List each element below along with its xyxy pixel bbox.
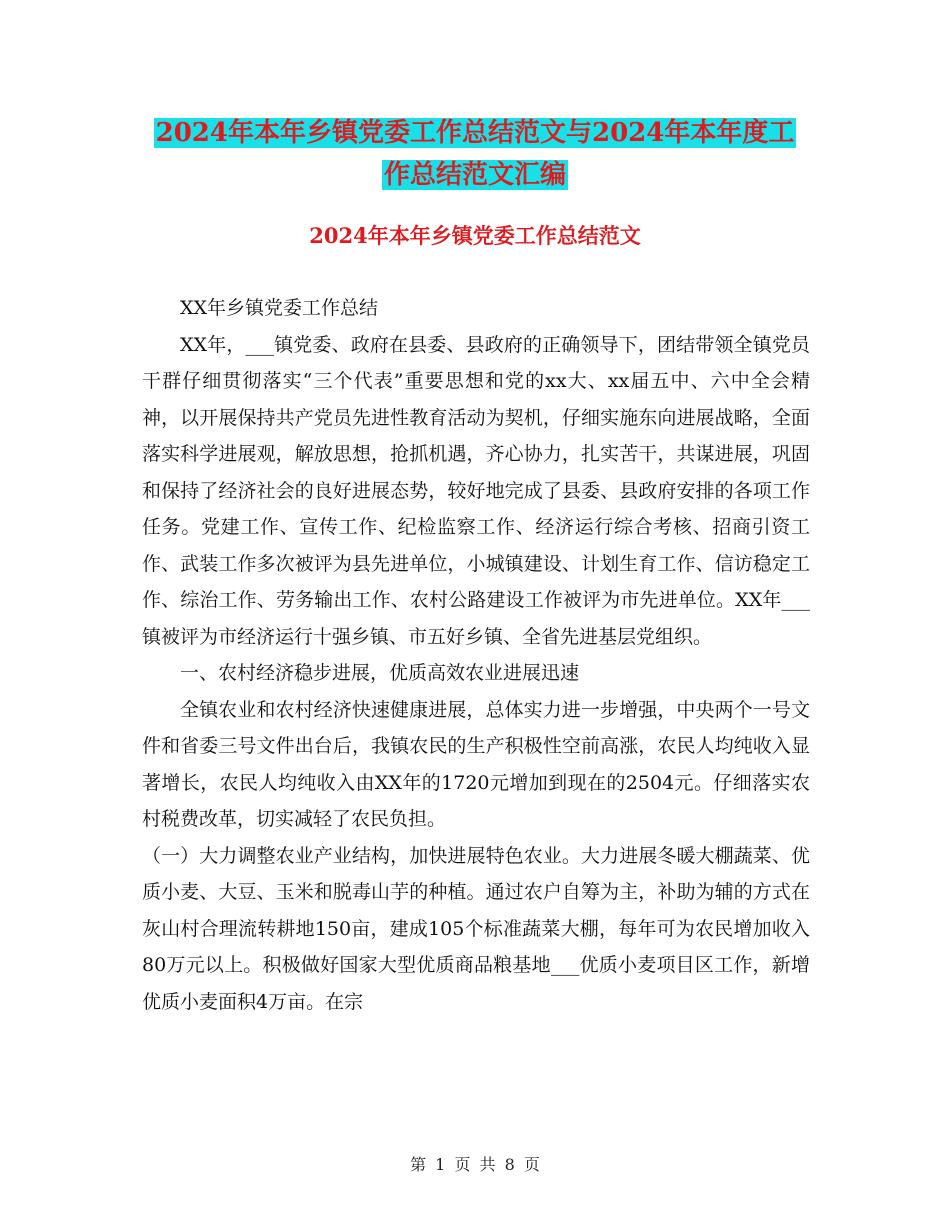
title-line-2: 作总结范文汇编: [383, 160, 566, 190]
document-body: [142, 290, 810, 1020]
title-line-1: 2024年本年乡镇党委工作总结范文与2024年本年度工: [155, 118, 795, 148]
paragraph: （一）大力调整农业产业结构，加快进展特色农业。大力进展冬暖大棚蔬菜、优质小麦、大豆、玉米和脱毒山芋的种植。通过农户自筹为主，补助为辅的方式在灰山村合理流转耕地150亩，建成105个标准蔬菜大棚，每年可为农民增加收入80万元以上。积极做好国家大型优质商品粮基地___优质小麦项目区工作，新增优质小麦面积4万亩。在宗: [142, 844, 810, 1013]
paragraph: XX年，___镇党委、政府在县委、县政府的正确领导下，团结带领全镇党员干群仔细贯彻落实“三个代表”重要思想和党的xx大、xx届五中、六中全会精神，以开展保持共产党员先进性教育活动为契机，仔细实施东向进展战略，全面落实科学进展观，解放思想，抢抓机遇，齐心协力，扎实苦干，共谋进展，巩固和保持了经济社会的良好进展态势，较好地完成了县委、县政府安排的各项工作任务。党建工作、宣传工作、纪检监察工作、经济运行综合考核、招商引资工作、武装工作多次被评为县先进单位，小城镇建设、计划生育工作、信访稳定工作、综治工作、劳务输出工作、农村公路建设工作被评为市先进单位。XX年___镇被评为市经济运行十强乡镇、市五好乡镇、全省先进基层党组织。: [142, 333, 810, 648]
document-title: [100, 112, 850, 196]
section-title: 2024年本年乡镇党委工作总结范文: [309, 223, 641, 248]
paragraph-section-heading: 一、农村经济稳步进展，优质高效农业进展迅速: [180, 662, 580, 684]
paragraph: 全镇农业和农村经济快速健康进展，总体实力进一步增强，中央两个一号文件和省委三号文件出台后，我镇农民的生产积极性空前高涨，农民人均纯收入显著增长，农民人均纯收入由XX年的1720元增加到现在的2504元。仔细落实农村税费改革，切实减轻了农民负担。: [142, 698, 810, 830]
paragraph-heading: XX年乡镇党委工作总结: [180, 297, 379, 319]
page-footer: 第 1 页 共 8 页: [410, 1155, 540, 1174]
